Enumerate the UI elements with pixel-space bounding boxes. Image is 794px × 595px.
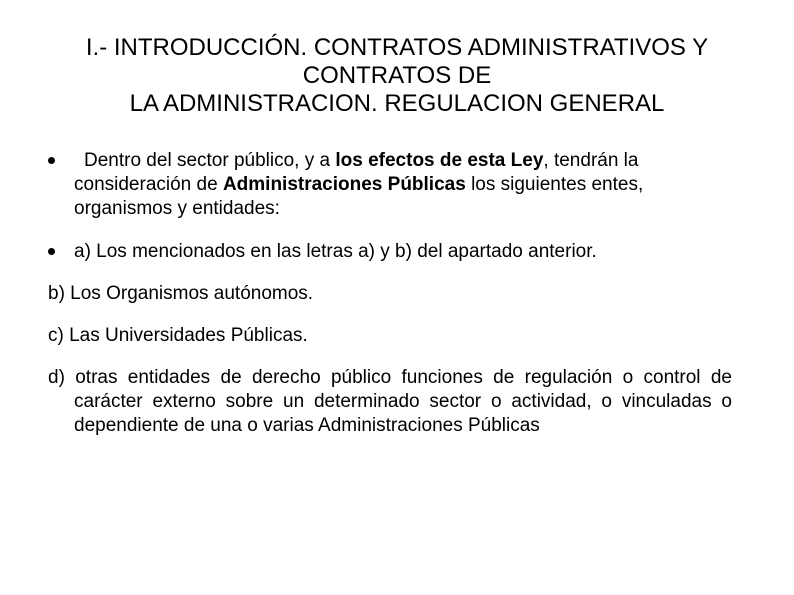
bullet-icon — [48, 157, 55, 164]
paragraph-d: d) otras entidades de derecho público funciones de regulación o control de carácter externo sobre un determinado sector o actividad, o vinculadas o dependiente de una o varias Administraciones Públicas — [48, 367, 732, 436]
bullet-1-bold-b: Administraciones Públicas — [222, 174, 466, 195]
paragraph-c: c) Las Universidades Públicas. — [48, 325, 308, 346]
slide-body — [48, 149, 732, 438]
bullet-icon — [48, 248, 55, 255]
title-line-2: CONTRATOS DE — [302, 62, 492, 89]
bullet-1-text-a: Dentro del sector público, y a — [84, 150, 336, 171]
bullet-2-text: a) Los mencionados en las letras a) y b) del apartado anterior. — [74, 241, 597, 262]
slide-title — [30, 34, 764, 118]
bullet-1-text-c: los siguientes entes, organismos y entidades: — [74, 174, 644, 219]
bullet-item-1 — [48, 149, 732, 221]
bullet-1-text-b: , tendrán la consideración de — [74, 150, 639, 195]
bullet-1-bold-a: los efectos de esta Ley — [335, 150, 544, 171]
title-line-1: I.- INTRODUCCIÓN. CONTRATOS ADMINISTRATIVOS Y — [85, 34, 709, 61]
bullet-item-2 — [48, 240, 732, 264]
paragraph-b: b) Los Organismos autónomos. — [48, 283, 314, 304]
title-line-3: LA ADMINISTRACION. REGULACION GENERAL — [129, 90, 665, 117]
